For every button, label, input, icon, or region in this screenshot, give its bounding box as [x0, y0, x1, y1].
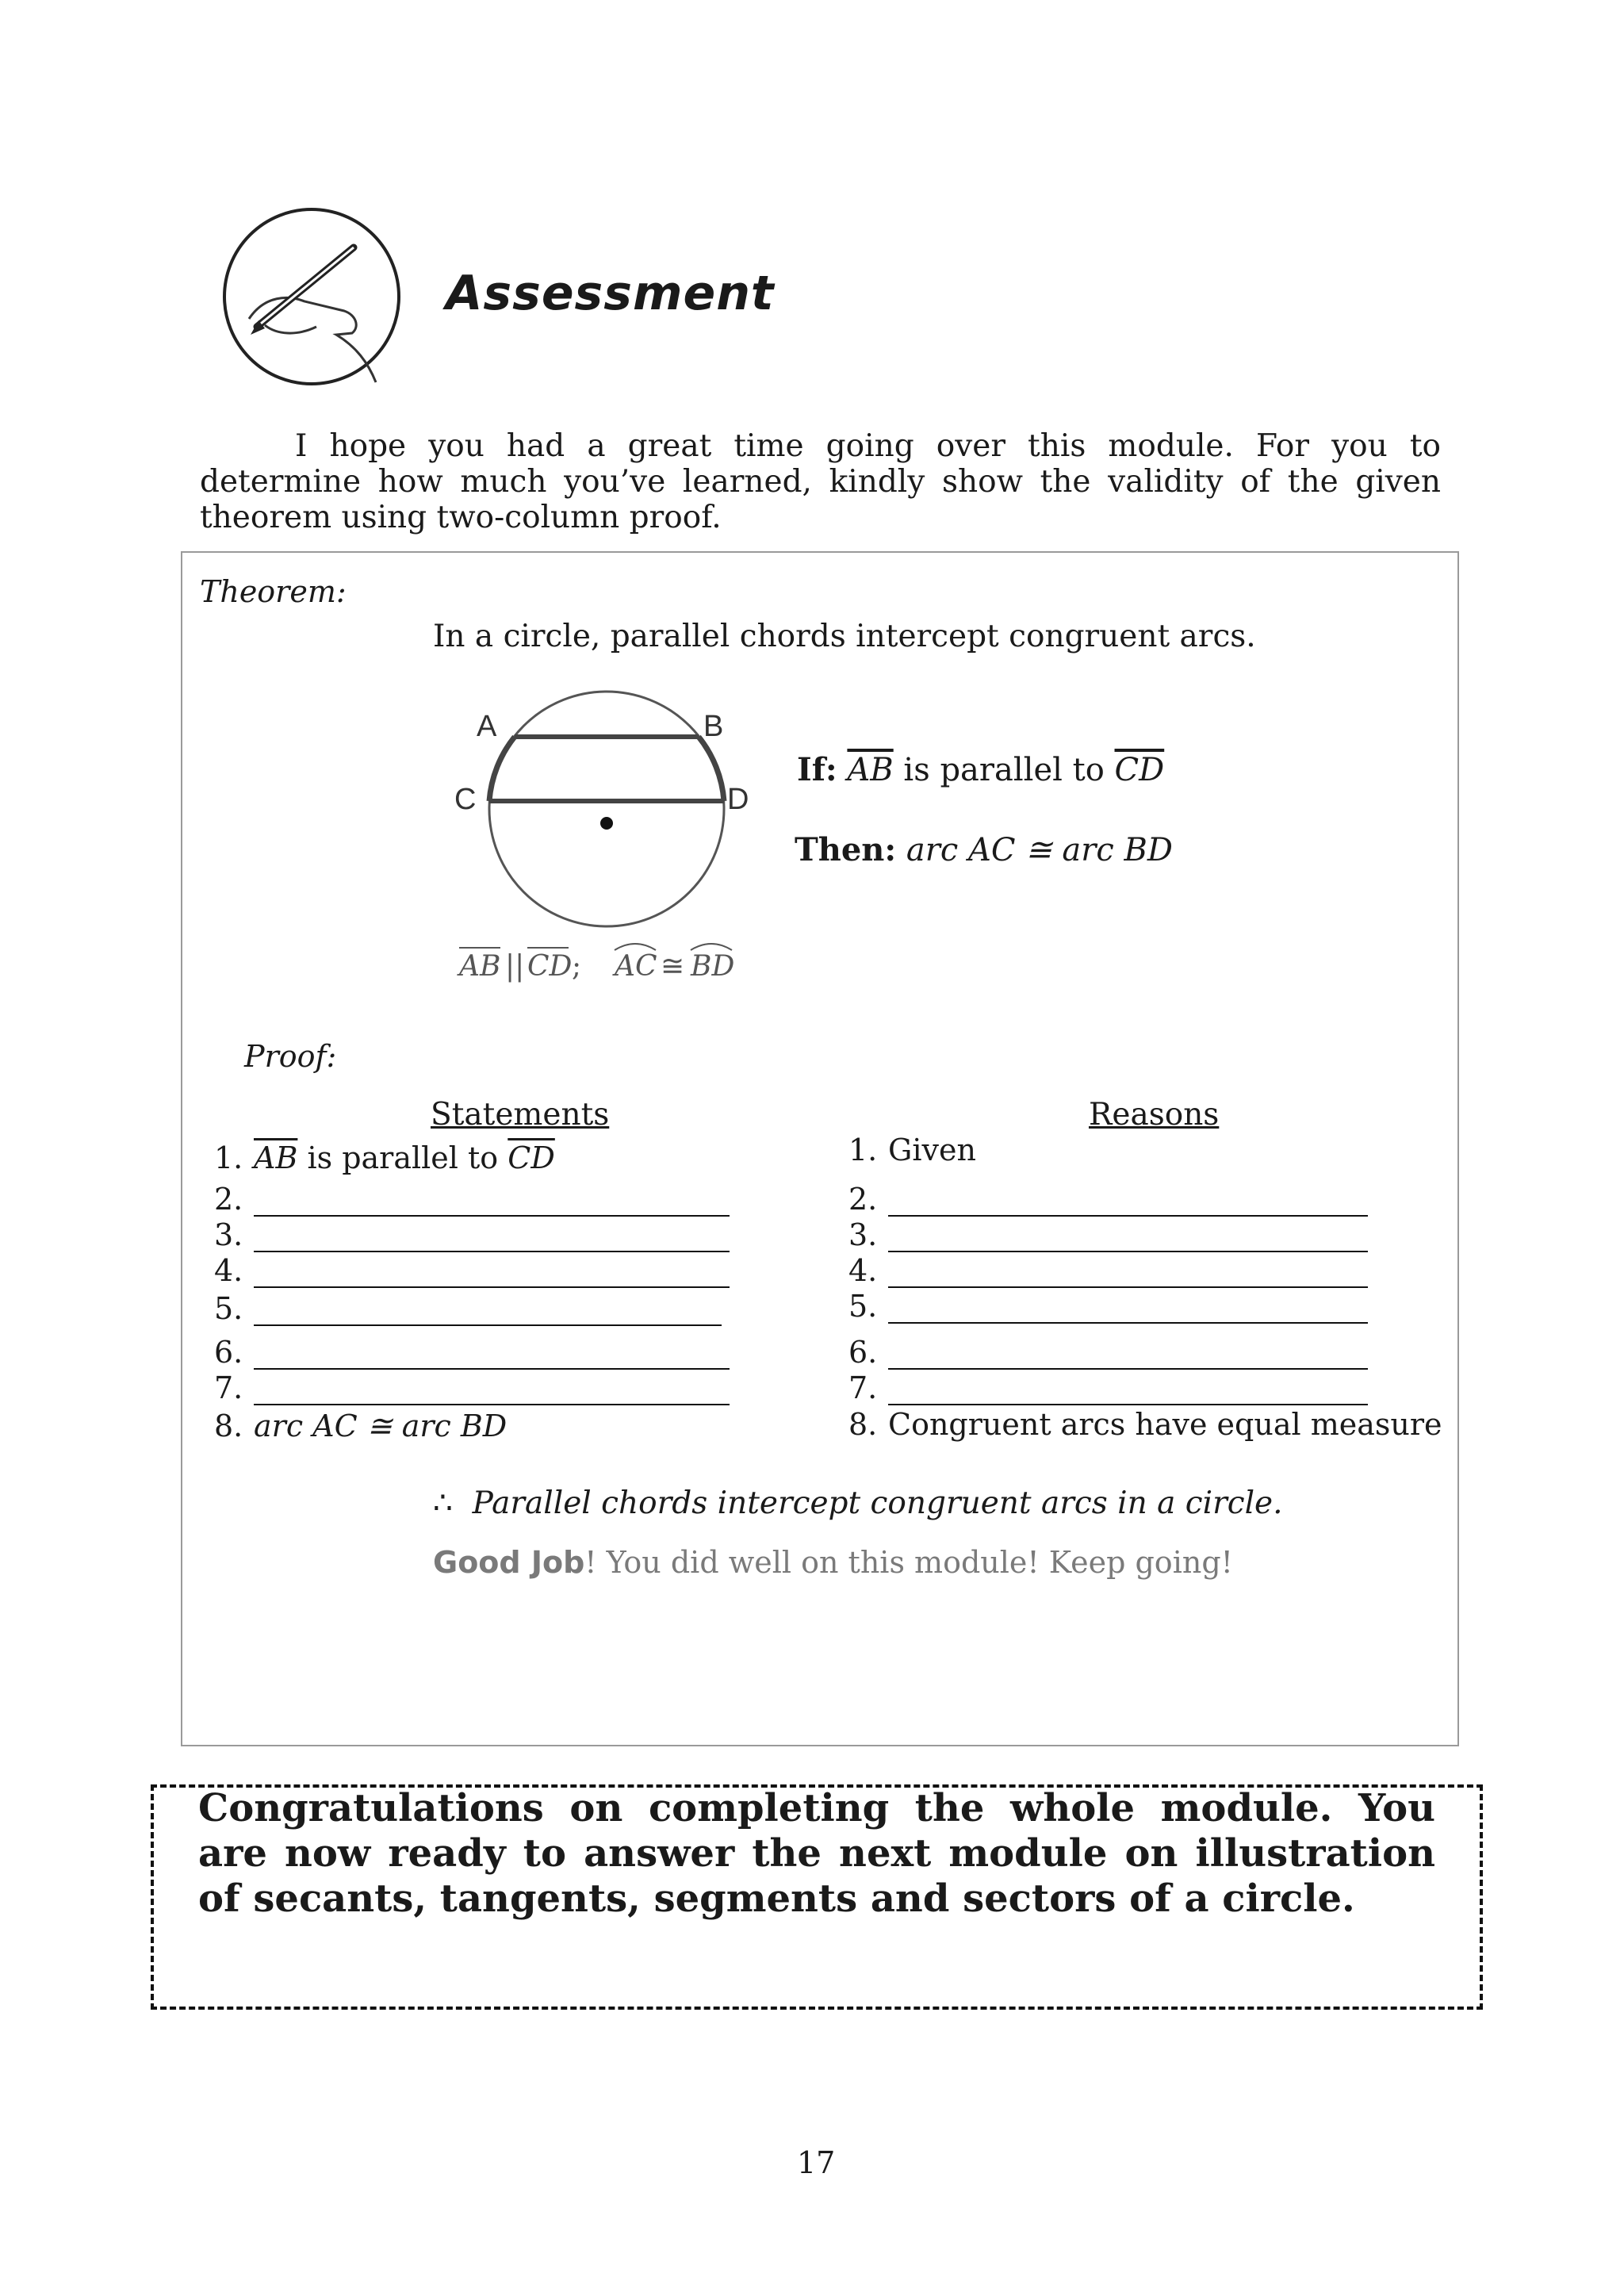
statements-header: Statements	[431, 1097, 610, 1133]
reason-number: 4.	[848, 1253, 878, 1288]
theorem-label: Theorem:	[200, 574, 347, 609]
statement-blank[interactable]	[254, 1340, 730, 1370]
reason-row	[848, 1133, 976, 1167]
reason-blank[interactable]	[888, 1186, 1368, 1217]
then-statement	[795, 831, 1173, 868]
congrats-message: Congratulations on completing the whole module. You are now ready to answer the next module on illustration of secants, tangents, segments and sectors of a circle.	[198, 1786, 1435, 1921]
statement-number: 7.	[214, 1370, 243, 1405]
reason-number: 6.	[848, 1335, 878, 1370]
reason-number: 2.	[848, 1182, 878, 1217]
caption-cd: CD	[527, 950, 573, 983]
statement-number: 6.	[214, 1335, 243, 1370]
statement-row	[214, 1409, 507, 1443]
good-job-rest: ! You did well on this module! Keep going!	[584, 1545, 1233, 1580]
reason-number: 3.	[848, 1217, 878, 1252]
statement-text: arc AC ≅ arc BD	[254, 1409, 508, 1443]
caption-parallel: ||	[505, 950, 525, 983]
statement-number: 3.	[214, 1217, 243, 1252]
point-d-label: D	[727, 783, 749, 816]
statement-row	[214, 1182, 730, 1217]
reason-row	[848, 1370, 1368, 1405]
reason-text: Given	[888, 1133, 976, 1167]
reason-number: 1.	[848, 1133, 878, 1167]
statement-row	[214, 1253, 730, 1288]
statement-segment-cd: $\overline{CD}$	[508, 1140, 555, 1175]
then-text: arc AC ≅ arc BD	[906, 832, 1173, 868]
reason-blank[interactable]	[888, 1222, 1368, 1252]
reason-number: 7.	[848, 1370, 878, 1405]
reason-blank[interactable]	[888, 1258, 1368, 1288]
caption-ac: AC	[615, 950, 657, 983]
therefore-symbol: ∴	[433, 1485, 453, 1521]
statement-blank[interactable]	[254, 1186, 730, 1217]
reason-number: 5.	[848, 1289, 878, 1324]
reason-number: 8.	[848, 1407, 878, 1442]
good-job-message	[433, 1545, 1233, 1580]
intro-paragraph: I hope you had a great time going over this module. For you to determine how much you’ve learned, kindly show the validity of the given theorem using two-column proof.	[200, 428, 1441, 535]
statement-blank[interactable]	[254, 1375, 730, 1405]
reason-row	[848, 1217, 1368, 1252]
reason-row	[848, 1335, 1368, 1370]
statement-row	[214, 1291, 722, 1326]
hand-writing-icon	[217, 200, 406, 393]
statement-number: 1.	[214, 1140, 243, 1175]
reason-row	[848, 1289, 1368, 1324]
point-c-label: C	[454, 783, 477, 816]
statement-relation: is parallel to	[307, 1140, 499, 1175]
statement-number: 4.	[214, 1253, 243, 1288]
then-label: Then:	[795, 831, 897, 868]
statement-row	[214, 1370, 730, 1405]
reasons-header: Reasons	[1089, 1097, 1220, 1133]
caption-bd: BD	[691, 950, 735, 983]
conclusion-text: Parallel chords intercept congruent arcs in a circle.	[472, 1485, 1283, 1521]
circle-diagram	[448, 682, 757, 998]
statement-blank[interactable]	[254, 1222, 730, 1252]
conclusion	[433, 1485, 1283, 1521]
statement-row	[214, 1140, 555, 1175]
if-segment-cd: $\overline{CD}$	[1114, 752, 1165, 788]
statement-row	[214, 1217, 730, 1252]
caption-congruent: ≅	[661, 950, 685, 983]
statement-number: 8.	[214, 1409, 243, 1443]
if-label: If:	[797, 751, 837, 788]
point-b-label: B	[703, 710, 724, 743]
caption-ab: AB	[459, 950, 501, 983]
statement-row	[214, 1335, 730, 1370]
page-title: Assessment	[446, 266, 775, 321]
statement-number: 2.	[214, 1182, 243, 1217]
statement-segment-ab: $\overline{AB}$	[254, 1140, 298, 1175]
reason-blank[interactable]	[888, 1375, 1368, 1405]
statement-blank[interactable]	[254, 1296, 722, 1326]
reason-row	[848, 1253, 1368, 1288]
point-a-label: A	[477, 710, 497, 743]
caption-separator: ;	[572, 950, 582, 983]
reason-row	[848, 1407, 1442, 1442]
reason-text: Congruent arcs have equal measure	[888, 1407, 1442, 1442]
reason-blank[interactable]	[888, 1294, 1368, 1324]
page-number: 17	[797, 2145, 836, 2180]
if-relation: is parallel to	[903, 752, 1105, 788]
reason-row	[848, 1182, 1368, 1217]
if-segment-ab: $\overline{AB}$	[847, 752, 894, 788]
if-statement	[797, 751, 1164, 788]
statement-number: 5.	[214, 1291, 243, 1326]
statement-blank[interactable]	[254, 1258, 730, 1288]
proof-label: Proof:	[244, 1039, 337, 1074]
theorem-text: In a circle, parallel chords intercept congruent arcs.	[433, 619, 1256, 654]
reason-blank[interactable]	[888, 1340, 1368, 1370]
good-job-bold: Good Job	[433, 1545, 585, 1580]
